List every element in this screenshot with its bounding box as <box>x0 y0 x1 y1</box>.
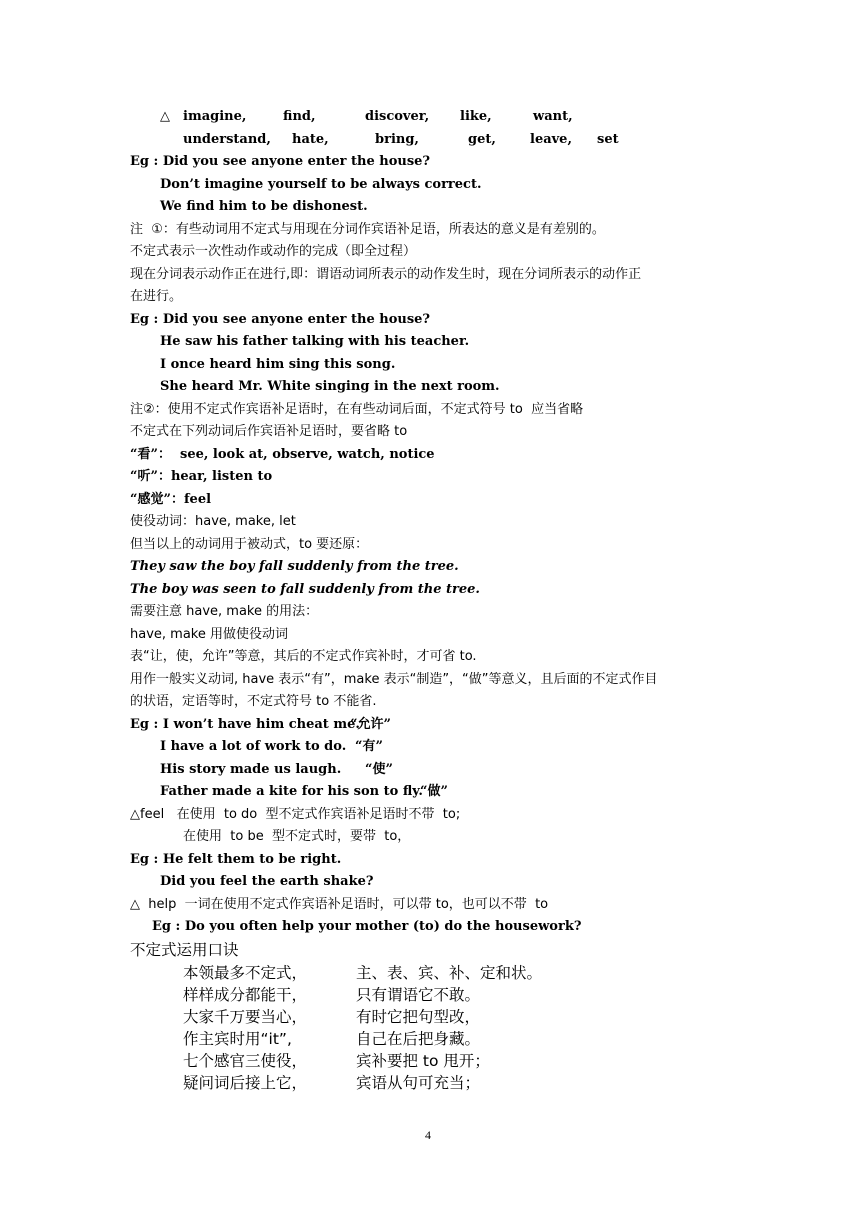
text-line-27-cell-0: Eg : I won’t have him cheat me. <box>130 717 360 732</box>
text-line-32: 在使用 to be 型不定式时，要带 to， <box>183 829 411 844</box>
text-line-0-cell-4: like, <box>460 109 492 124</box>
text-line-0-cell-2: find, <box>283 109 316 124</box>
text-line-0-cell-5: want, <box>533 109 573 124</box>
text-line-29-cell-1: “使” <box>365 762 393 777</box>
poem-line-0-left: 本领最多不定式， <box>183 964 308 982</box>
text-line-0-cell-0: △ <box>160 109 170 124</box>
poem-line-0-right: 主、表、宾、补、定和状。 <box>356 964 543 982</box>
text-line-1-cell-3: get, <box>468 132 496 147</box>
text-line-11: I once heard him sing this song. <box>160 357 396 372</box>
text-line-22: 需要注意 have, make 的用法： <box>130 604 319 619</box>
text-line-28-cell-1: “有” <box>355 739 383 754</box>
page-number: 4 <box>425 1128 431 1142</box>
text-line-36: Eg : Do you often help your mother (to) do the housework? <box>152 919 582 934</box>
poem-line-1-right: 只有谓语它不敢。 <box>356 986 481 1004</box>
poem-line-5-left: 疑问词后接上它， <box>183 1074 308 1092</box>
text-line-28-cell-0: I have a lot of work to do. <box>160 739 347 754</box>
poem-title: 不定式运用口诀 <box>130 941 239 959</box>
text-line-31: △feel 在使用 to do 型不定式作宾语补足语时不带 to; <box>130 807 461 822</box>
text-line-35: △ help 一词在使用不定式作宾语补足语时，可以带 to，也可以不带 to <box>130 897 549 912</box>
text-line-24: 表“让，使，允许”等意，其后的不定式作宾补时，才可省 to. <box>130 649 477 664</box>
text-line-29-cell-0: His story made us laugh. <box>160 762 342 777</box>
poem-line-2-left: 大家千万要当心， <box>183 1008 308 1026</box>
text-line-16: “听”：hear, listen to <box>130 469 273 484</box>
text-line-23: have, make 用做使役动词 <box>130 627 288 642</box>
text-line-0-cell-1: imagine, <box>183 109 247 124</box>
text-line-21: The boy was seen to fall suddenly from the tree. <box>130 582 480 597</box>
text-line-34: Did you feel the earth shake? <box>160 874 374 889</box>
text-line-4: We find him to be dishonest. <box>160 199 368 214</box>
text-line-1-cell-0: understand, <box>183 132 271 147</box>
text-line-18: 使役动词：have, make, let <box>130 514 296 529</box>
text-line-30-cell-0: Father made a kite for his son to fly. <box>160 784 423 799</box>
poem-line-4-right: 宾补要把 to 甩开； <box>356 1052 490 1070</box>
text-line-3: Don’t imagine yourself to be always correct. <box>160 177 482 192</box>
text-line-1-cell-1: hate, <box>292 132 329 147</box>
text-line-1-cell-5: set <box>597 132 619 147</box>
poem-line-3-left: 作主宾时用“it”, <box>183 1030 292 1048</box>
poem-line-4-left: 七个感官三使役， <box>183 1052 308 1070</box>
text-line-6: 不定式表示一次性动作或动作的完成（即全过程） <box>130 244 417 259</box>
text-line-27-cell-1: “允许” <box>350 717 391 732</box>
text-line-19: 但当以上的动词用于被动式，to 要还原： <box>130 537 369 552</box>
text-line-10: He saw his father talking with his teacher. <box>160 334 470 349</box>
text-line-30-cell-1: “做” <box>420 784 448 799</box>
text-line-15: “看”： see, look at, observe, watch, notice <box>130 447 435 462</box>
poem-line-3-right: 自己在后把身藏。 <box>356 1030 481 1048</box>
text-line-33: Eg : He felt them to be right. <box>130 852 342 867</box>
text-line-20: They saw the boy fall suddenly from the tree. <box>130 559 459 574</box>
text-line-7: 现在分词表示动作正在进行,即：谓语动词所表示的动作发生时，现在分词所表示的动作正 <box>130 267 642 282</box>
text-line-2: Eg : Did you see anyone enter the house? <box>130 154 431 169</box>
poem-line-5-right: 宾语从句可充当； <box>356 1074 481 1092</box>
text-line-8: 在进行。 <box>130 289 183 304</box>
poem-line-2-right: 有时它把句型改， <box>356 1008 481 1026</box>
text-line-12: She heard Mr. White singing in the next room. <box>160 379 500 394</box>
poem-line-1-left: 样样成分都能干， <box>183 986 308 1004</box>
text-line-9: Eg : Did you see anyone enter the house? <box>130 312 431 327</box>
text-line-17: “感觉”：feel <box>130 492 212 507</box>
text-line-13: 注②：使用不定式作宾语补足语时，在有些动词后面，不定式符号 to 应当省略 <box>130 402 584 417</box>
text-line-5: 注 ①：有些动词用不定式与用现在分词作宾语补足语，所表达的意义是有差别的。 <box>130 222 605 237</box>
text-line-26: 的状语，定语等时，不定式符号 to 不能省. <box>130 694 377 709</box>
text-line-1-cell-4: leave, <box>530 132 572 147</box>
text-line-0-cell-3: discover, <box>365 109 430 124</box>
text-line-1-cell-2: bring, <box>375 132 419 147</box>
text-line-25: 用作一般实义动词, have 表示“有”，make 表示“制造”，“做”等意义，且后面的不定式作目 <box>130 672 658 687</box>
text-line-14: 不定式在下列动词后作宾语补足语时，要省略 to <box>130 424 408 439</box>
